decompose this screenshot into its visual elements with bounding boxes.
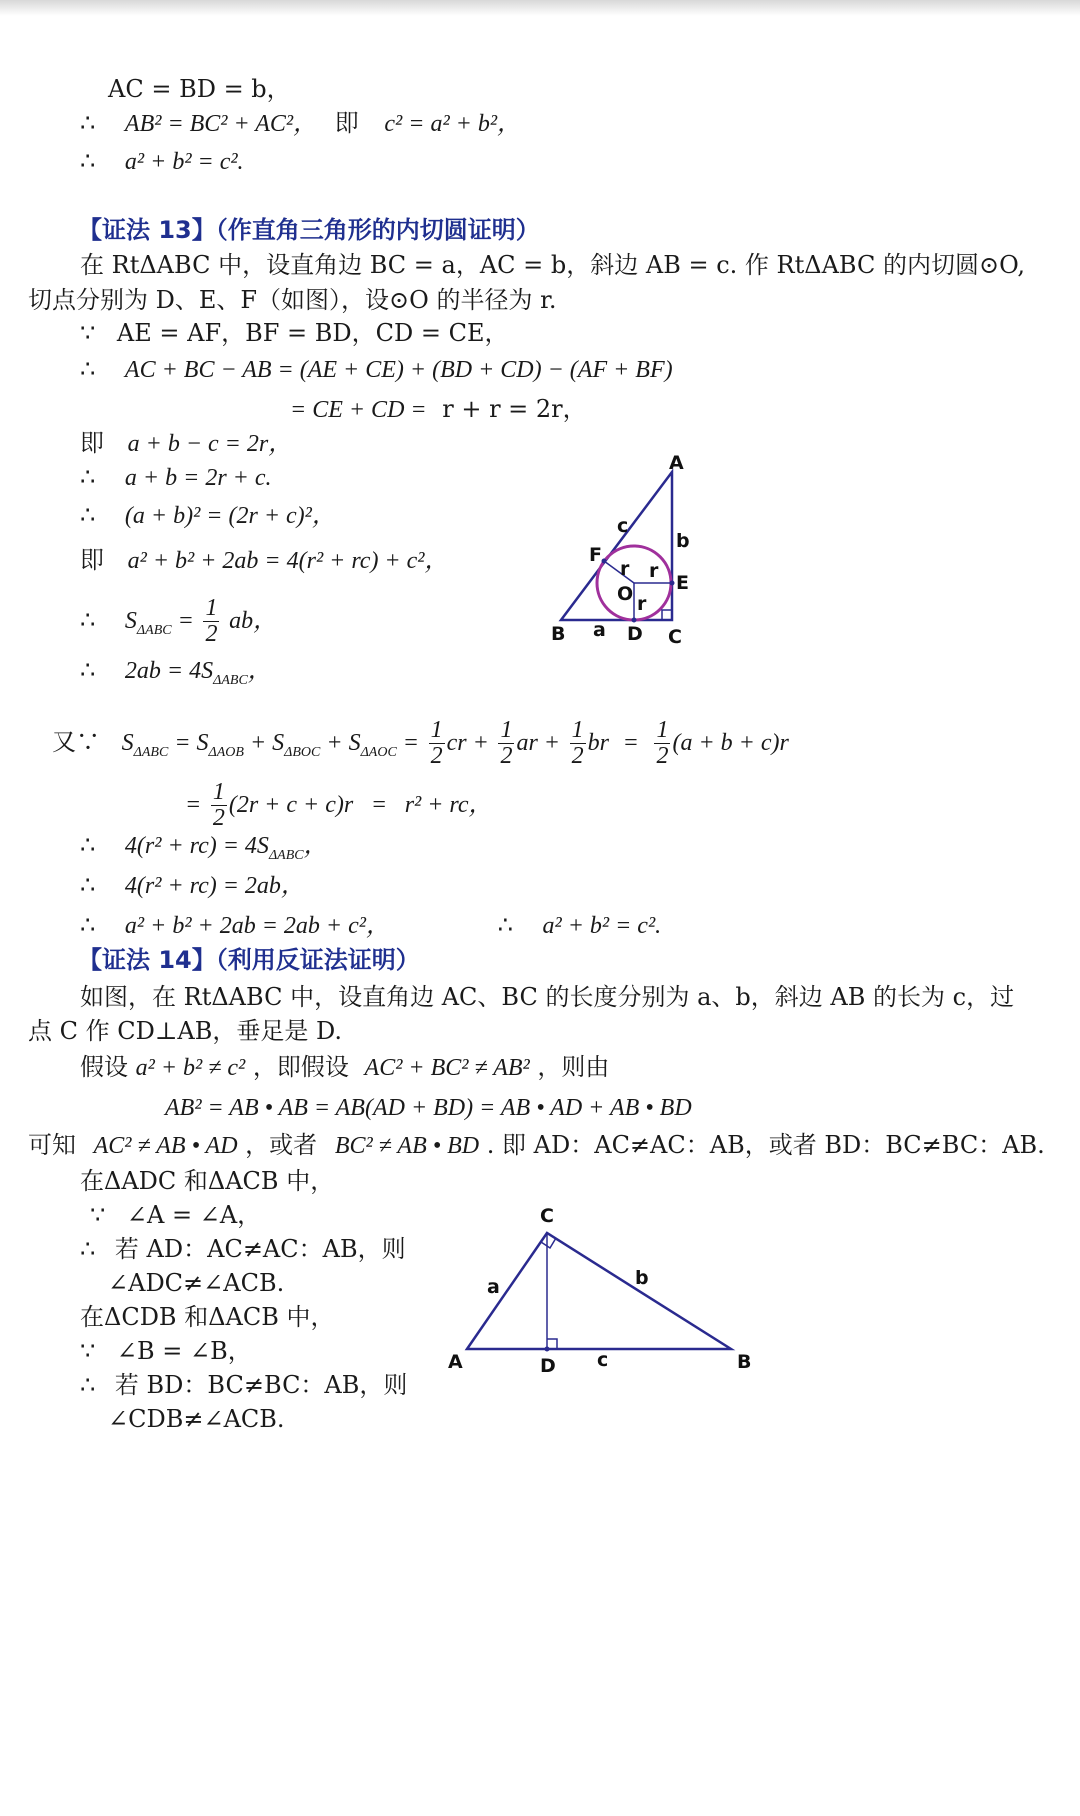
label-c: C — [668, 626, 682, 648]
formula: ab， — [229, 608, 278, 635]
formula: a² + b² = c². — [542, 913, 662, 939]
line-a-plus-b — [80, 462, 272, 493]
point-f — [602, 559, 607, 564]
formula: a + b − c = 2r， — [127, 431, 293, 457]
therefore-symbol: ∴ — [80, 355, 96, 383]
formula: = CE + CD = — [290, 397, 427, 423]
paragraph-line: 在ΔADC 和ΔACB 中， — [80, 1167, 335, 1195]
proof-14-heading: 【证法 14】（利用反证法证明） — [78, 946, 420, 974]
text: ，即假设 — [252, 1053, 349, 1081]
radius-of — [604, 561, 634, 583]
label-b: B — [737, 1351, 752, 1373]
formula: a² + b² ≠ c² — [135, 1055, 246, 1081]
fraction: $\frac{1}{2}$ — [205, 595, 218, 648]
text: ，则由 — [537, 1053, 610, 1081]
paragraph-line: ∠CDB≠∠ACB. — [108, 1405, 285, 1433]
therefore-symbol: ∴ — [497, 911, 513, 939]
line-ab-squared-product — [165, 1092, 692, 1123]
text: . 即 AD：AC≠AC：AB，或者 BD：BC≠BC：AB. — [486, 1131, 1045, 1159]
formula: AC² + BC² ≠ AB² — [364, 1055, 530, 1081]
fraction: $\frac{1}{2}$ — [571, 717, 584, 770]
text: r + r = 2r， — [442, 395, 587, 423]
paragraph-line: ∠ADC≠∠ACB. — [108, 1269, 285, 1297]
label-d: D — [627, 623, 643, 645]
line-4r-2ab — [80, 870, 305, 901]
formula: a² + b² + 2ab = 4(r² + rc) + c²， — [127, 548, 449, 574]
text: 假设 — [80, 1053, 128, 1081]
formula: cr + — [446, 730, 489, 757]
line-ratio-inequality — [28, 1130, 1045, 1161]
line-ab-squared — [80, 108, 521, 139]
text: 即 — [80, 546, 104, 574]
formula: a + b = 2r + c. — [124, 465, 272, 491]
line-if-bd — [80, 1370, 407, 1400]
formula: 4(r² + rc) = 2ab， — [124, 873, 305, 899]
paragraph-line: 在 RtΔABC 中，设直角边 BC = a，AC = b，斜边 AB = c. 作 RtΔABC 的内切圆⊙O, — [80, 251, 1026, 279]
formula: a² + b² = c². — [124, 149, 244, 175]
line-area-abc — [80, 596, 277, 647]
formula: ar + — [516, 730, 561, 757]
formula: (a + b)² = (2r + c)²， — [124, 503, 336, 529]
label-r-oe: r — [649, 560, 659, 582]
text: 即 — [334, 109, 359, 137]
line-conclusion-12 — [80, 146, 244, 177]
line-expand — [80, 545, 448, 576]
line-hypothesis — [80, 1052, 609, 1083]
formula: AC² ≠ AB • AD — [93, 1133, 238, 1159]
therefore-symbol: ∴ — [80, 606, 96, 635]
text: ∠A = ∠A， — [126, 1201, 262, 1229]
because-symbol: ∵ — [80, 1337, 96, 1365]
line-area-simplify — [185, 780, 493, 831]
therefore-symbol: ∴ — [80, 501, 96, 529]
because-symbol: ∵ — [90, 1201, 106, 1229]
text: ，或者 — [245, 1131, 318, 1159]
also-because: 又∵ — [52, 728, 100, 757]
label-r-od: r — [637, 593, 647, 615]
text: 若 AD：AC≠AC：AB，则 — [114, 1235, 406, 1263]
fraction: $\frac{1}{2}$ — [430, 717, 443, 770]
triangle-acb — [467, 1233, 731, 1349]
label-a: A — [669, 452, 684, 474]
formula: = — [622, 730, 639, 757]
because-symbol: ∵ — [80, 319, 96, 347]
label-side-a: a — [593, 619, 606, 641]
label-c: C — [540, 1205, 554, 1227]
proof-13-heading: 【证法 13】（作直角三角形的内切圆证明） — [78, 216, 540, 244]
top-shadow-bar — [0, 0, 1080, 16]
line-4r-area — [80, 830, 328, 871]
line-if-ad — [80, 1234, 406, 1264]
formula: = — [185, 792, 202, 819]
line-2ab — [80, 655, 272, 696]
text: 即 — [80, 429, 104, 457]
text: AE = AF，BF = BD，CD = CE， — [116, 319, 509, 347]
formula: = — [370, 792, 388, 819]
formula: r² + rc， — [404, 792, 493, 819]
line-area-decomposition — [52, 718, 789, 769]
therefore-symbol: ∴ — [80, 871, 96, 899]
label-a: A — [448, 1351, 463, 1373]
text: 可知 — [28, 1131, 76, 1159]
therefore-symbol: ∴ — [80, 831, 96, 859]
label-f: F — [589, 544, 602, 566]
point-d — [632, 618, 637, 623]
formula: BC² ≠ AB • BD — [334, 1133, 480, 1159]
therefore-symbol: ∴ — [80, 147, 96, 175]
formula: AC + BC − AB = (AE + CE) + (BD + CD) − (AF + BF) — [124, 357, 673, 383]
line-angle-a — [90, 1200, 261, 1230]
line-square-both — [80, 500, 336, 531]
text: AC = BD = b， — [108, 75, 291, 103]
line-a-b-c — [80, 428, 292, 459]
line-angle-b — [80, 1336, 252, 1366]
point-d — [545, 1347, 550, 1352]
formula: $2ab = 4S_{\Delta ABC}$， — [124, 658, 272, 688]
therefore-symbol: ∴ — [80, 463, 96, 491]
line-ac-bd — [108, 74, 291, 104]
label-side-c: c — [597, 1349, 609, 1371]
therefore-symbol: ∴ — [80, 656, 96, 684]
fraction: $\frac{1}{2}$ — [656, 717, 669, 770]
therefore-symbol: ∴ — [80, 1371, 96, 1399]
line-sum-expansion — [80, 354, 673, 385]
altitude-figure — [440, 1200, 760, 1380]
label-r-of: r — [620, 558, 630, 580]
paragraph-line: 点 C 作 CD⊥AB，垂足是 D. — [28, 1017, 343, 1045]
therefore-symbol: ∴ — [80, 1235, 96, 1263]
paragraph-line: 切点分别为 D、E、F（如图），设⊙O 的半径为 r. — [28, 286, 557, 314]
formula: (2r + c + c)r — [228, 792, 354, 819]
formula: AB² = BC² + AC²， — [124, 111, 318, 137]
paragraph-line: 在ΔCDB 和ΔACB 中， — [80, 1303, 335, 1331]
formula: $4(r^2 + rc) = 4S_{\Delta ABC}$， — [124, 833, 328, 863]
line-conclusion-13 — [80, 910, 661, 941]
label-side-b: b — [635, 1267, 649, 1289]
formula: br — [587, 730, 609, 757]
label-side-b: b — [676, 530, 690, 552]
label-o: O — [617, 583, 634, 605]
label-e: E — [676, 572, 689, 594]
line-because-tangents — [80, 318, 509, 348]
label-d: D — [540, 1355, 556, 1377]
right-angle-mark — [662, 610, 672, 620]
formula: $S_{\Delta ABC}$ = — [124, 608, 194, 638]
formula: $S_{\Delta ABC} = S_{\Delta AOB} + S_{\Delta BOC} + S_{\Delta AOC}$ = — [121, 730, 419, 760]
therefore-symbol: ∴ — [80, 911, 96, 939]
paragraph-line: 如图，在 RtΔABC 中，设直角边 AC、BC 的长度分别为 a、b，斜边 AB 的长为 c，过 — [80, 983, 1015, 1011]
text: 若 BD：BC≠BC：AB，则 — [114, 1371, 408, 1399]
label-side-a: a — [487, 1276, 500, 1298]
label-side-c: c — [617, 515, 629, 537]
text: ∠B = ∠B， — [116, 1337, 252, 1365]
point-e — [670, 581, 675, 586]
incircle-figure — [545, 450, 705, 650]
label-b: B — [551, 623, 566, 645]
formula: AB² = AB • AB = AB(AD + BD) = AB • AD + AB • BD — [165, 1095, 692, 1121]
formula: a² + b² + 2ab = 2ab + c²， — [124, 913, 390, 939]
fraction: $\frac{1}{2}$ — [212, 779, 225, 832]
therefore-symbol: ∴ — [80, 109, 96, 137]
formula: c² = a² + b²， — [384, 111, 522, 137]
fraction: $\frac{1}{2}$ — [500, 717, 513, 770]
line-equals-2r — [290, 394, 587, 425]
formula: (a + b + c)r — [672, 730, 789, 757]
